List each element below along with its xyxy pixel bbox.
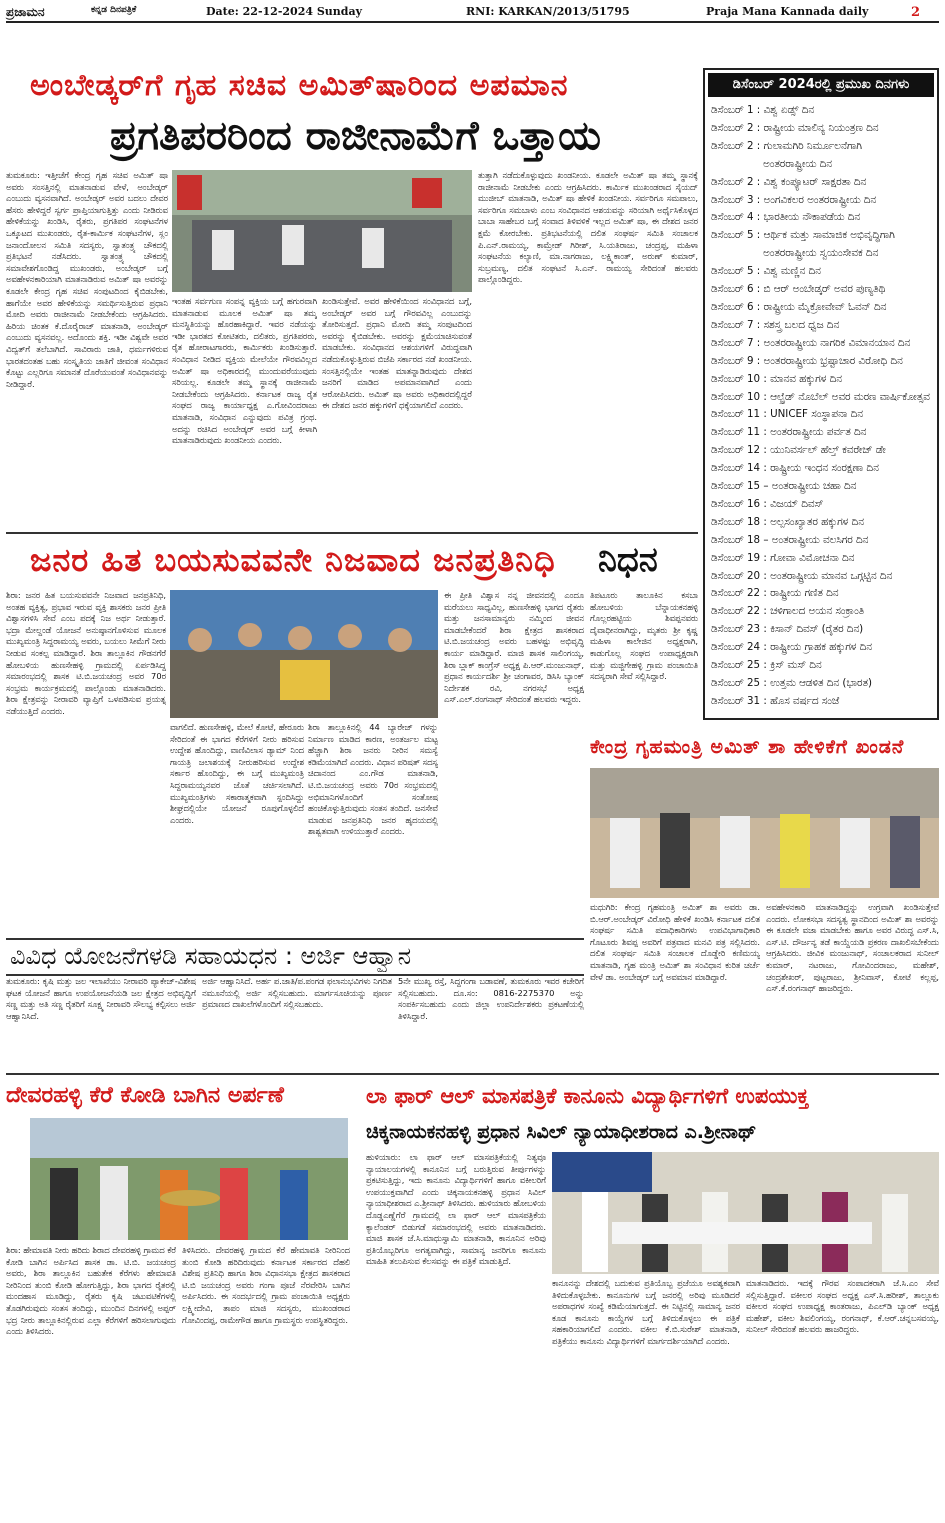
story3-memorandum-photo <box>590 768 939 898</box>
december-day-item: ಡಿಸೆಂಬರ್ 18 : ಅಲ್ಪಸಂಖ್ಯಾತರ ಹಕ್ಕುಗಳ ದಿನ <box>711 515 864 528</box>
december-day-item: ಡಿಸೆಂಬರ್ 22 : ರಾಷ್ಟ್ರೀಯ ಗಣಿತ ದಿನ <box>711 587 839 600</box>
december-day-item: ಡಿಸೆಂಬರ್ 6 : ಬಿ ಆರ್ ಅಂಬೇಡ್ಕರ್ ಅವರ ಪುಣ್ಯತಿಥಿ <box>711 283 886 296</box>
story5-column-1: ಶಿರಾ: ಹೇಮಾವತಿ ನೀರು ಹರಿದು ಶಿರಾದ ದೇವರಹಳ್ಳಿ ಗ್ರಾಮದ ಕೆರೆ ಕೋಡಿ ಬಾಗಿನ ಅರ್ಪಿಸಿದ ಶಾಸಕ ಡಾ. ಟಿ.ಬಿ. ಜಯಚಂದ್ರ ಅವರು, ಶಿರಾ ತಾಲ್ಲೂಕಿನ ಬಹುತೇಕ ಕೆರೆಗಳು ಹೇಮಾವತಿ ನೀರಿನಿಂದ ತುಂಬಿ ಕೋಡಿ ಹೋಗುತ್ತಿದ್ದು, ಶಿರಾ ಭಾಗದ ರೈತರಲ್ಲಿ ಮಂದಹಾಸ ಮೂಡಿದ್ದು, ರೈತರು ಕೃಷಿ ಚಟುವಟಿಕೆಗಳಲ್ಲಿ ತೊಡಗಿರುವುದು ಸಂತಸ ತಂದಿದ್ದು, ಮುಂದಿನ ದಿನಗಳಲ್ಲಿ ಅಪ್ಪರ್ ಭದ್ರ ನೀರು ತಾಲ್ಲೂಕಿನಲ್ಲಿರುವ ಎಲ್ಲಾ ಕೆರೆಗಳಿಗೆ ಹರಿಸಲಾಗುವುದು ಎಂದು ತಿಳಿಸಿದರು. <box>6 1245 176 1337</box>
december-day-item: ಡಿಸೆಂಬರ್ 15 – ಅಂತರಾಷ್ಟ್ರೀಯ ಚಹಾ ದಿನ <box>711 480 857 493</box>
story2-column-4: ಈ ಪ್ರೀತಿ ವಿಶ್ವಾಸ ನನ್ನ ಜೀವನದಲ್ಲಿ ಎಂದೂ ಮರೆಯಲು ಸಾಧ್ಯವಿಲ್ಲ, ಹುಣಸೇಹಳ್ಳಿ ಭಾಗದ ರೈತರು ಮತ್ತು ಜನಸಾಮಾನ್ಯರು ನಮ್ಮಿಂದ ಜೀವನ ಮಾಡಬೇಕೆಂದರೆ ಶಿರಾ ಕ್ಷೇತ್ರದ ಶಾಸಕರಾದ ಟಿ.ಬಿ.ಜಯಚಂದ್ರ ಅವರು ಬಹಳಷ್ಟು ಅಭಿವೃದ್ಧಿ ಕಾರ್ಯ ಮಾಡಿದ್ದಾರೆ. ಮಾಜಿ ಶಾಸಕ ಸಾಲಿಂಗಯ್ಯ, ಶಿರಾ ಬ್ಲಾಕ್ ಕಾಂಗ್ರೆಸ್ ಅಧ್ಯಕ್ಷ ಪಿ.ಆರ್.ಮಂಜುನಾಥ್, ಪ್ರಧಾನ ಕಾರ್ಯದರ್ಶಿ ಶ್ರೀ ಚಂಗಾವರ, ಡಿಸಿಸಿ ಬ್ಯಾಂಕ್ ನಿರ್ದೇಶಕ ರವಿ, ನಗರಸಭೆ ಅಧ್ಯಕ್ಷ ಎಸ್.ಎಲ್.ರಂಗನಾಥ್ ಸೇರಿದಂತೆ ಹಲವರು ಇದ್ದರು. <box>444 590 584 705</box>
obituary-headline: ನಿಧನ <box>598 540 658 580</box>
december-day-item: ಡಿಸೆಂಬರ್ 4 : ಭಾರತೀಯ ನೌಕಾಪಡೆಯ ದಿನ <box>711 211 861 224</box>
december-day-item: ಅಂತರರಾಷ್ಟ್ರೀಯ ದಿನ <box>763 157 833 170</box>
december-day-item: ಡಿಸೆಂಬರ್ 6 : ರಾಷ್ಟ್ರೀಯ ಮೈಕ್ರೋವೇವ್ ಓವನ್ ದಿನ <box>711 300 887 313</box>
story1-column-3: ಖಂಡಿಸುತ್ತೇವೆ. ಅವರ ಹೇಳಿಕೆಯಿಂದ ಸಂವಿಧಾನದ ಬಗ್ಗೆ, ಅಂಬೇಡ್ಕರ್ ಅವರ ಬಗ್ಗೆ ಗೌರವವಿಲ್ಲ ಎಂಬುದನ್ನು ತೋರಿಸುತ್ತದೆ. ಪ್ರಧಾನಿ ಮೋದಿ ತಮ್ಮ ಸಂಪುಟದಿಂದ ಅವರನ್ನು ಕೈಬಿಡಬೇಕು. ಅವರನ್ನು ಕ್ಷಮೆಯಾಚಿಸುವಂತೆ ಮಾಡಬೇಕು. ಸಂವಿಧಾನದ ಆಶಯಗಳಿಗೆ ವಿರುದ್ಧವಾಗಿ ನಡೆದುಕೊಳ್ಳುತ್ತಿರುವ ಬಿಜೆಪಿ ಸರ್ಕಾರದ ನಡೆ ಖಂಡನೀಯ. ಸಂಸತ್ತಿನಲ್ಲಿಯೇ ಇಂತಹ ಮಾತನ್ನಾಡಿರುವುದು ದೇಶದ ಜನರಿಗೆ ಮಾಡಿದ ಅಪಮಾನವಾಗಿದೆ ಎಂದು ಆರೋಪಿಸಿದರು. ಅಮಿತ್ ಷಾ ಅವರು ಅಧಿಕಾರದಲ್ಲಿದ್ದರೆ ಈ ದೇಶದ ಜನರ ಹಕ್ಕುಗಳಿಗೆ ಧಕ್ಕೆಯಾಗಲಿದೆ ಎಂದರು. <box>322 296 472 411</box>
december-day-item: ಡಿಸೆಂಬರ್ 10 : ಮಾನವ ಹಕ್ಕುಗಳ ದಿನ <box>711 372 842 385</box>
story2-column-1: ಶಿರಾ: ಜನರ ಹಿತ ಬಯಸುವವನೇ ನಿಜವಾದ ಜನಪ್ರತಿನಿಧಿ, ಅಂತಹ ವ್ಯಕ್ತಿತ್ವ, ಪ್ರಭಾವ ಇರುವ ವ್ಯಕ್ತಿ ಶಾಸಕರು ಜನರ ಪ್ರೀತಿ ವಿಶ್ವಾಸಗಳಿಸಿ ಸೇವೆ ಎಂಬ ಪದಕ್ಕೆ ನಿಜ ಅರ್ಥ ನೀಡುತ್ತಾರೆ. ಭದ್ರಾ ಮೇಲ್ದಂಡೆ ಯೋಜನೆ ಅನುಷ್ಠಾನಗೊಳಿಸುವ ಮೂಲಕ ಮುಖ್ಯಮಂತ್ರಿ ಸಿದ್ದರಾಮಯ್ಯ ಅವರು, ಬಯಲು ಸೀಮೆಗೆ ನೀರು ನೀಡುವ ಸಂಕಲ್ಪ ಮಾಡಿದ್ದಾರೆ. ಶಿರಾ ತಾಲ್ಲೂಕಿನ ಗೌಡನಗೆರೆ ಹೋಬಳಿಯ ಹುಣಸೇಹಳ್ಳಿ ಗ್ರಾಮದಲ್ಲಿ ಏರ್ಪಡಿಸಿದ್ದ ಸಮಾರಂಭದಲ್ಲಿ ಶಾಸಕ ಟಿ.ಬಿ.ಜಯಚಂದ್ರ ಅವರ 70ರ ಸಂಭ್ರಮ ಕಾರ್ಯಕ್ರಮದಲ್ಲಿ ಪಾಲ್ಗೊಂಡು ಮಾತನಾಡಿದರು. ಶಿರಾ ಕ್ಷೇತ್ರವನ್ನು ನೀರಾವರಿ ವ್ಯಾಪ್ತಿಗೆ ಒಳಪಡಿಸುವ ಪ್ರಯತ್ನ ನಡೆಯುತ್ತಿದೆ ಎಂದರು. <box>6 590 166 716</box>
december-day-item: ಡಿಸೆಂಬರ್ 10 : ಆಲ್ಫ್ರೆಡ್ ನೊಬೆಲ್ ಅವರ ಮರಣ ವಾರ್ಷಿಕೋತ್ಸವ <box>711 390 930 403</box>
story3-column-2: ಅವಹೇಳನಕಾರಿ ಮಾತನಾಡಿದ್ದನ್ನು ಉಗ್ರವಾಗಿ ಖಂಡಿಸುತ್ತೇವೆ ಎಂದರು. ಲೋಕಸಭಾ ಸದಸ್ಯತ್ವ ಸ್ಥಾನದಿಂದ ಅಮಿತ್ ಶಾ ಅವರನ್ನು ಈ ಕೂಡಲೇ ವಜಾ ಮಾಡಬೇಕು ಹಾಗೂ ಅವರ ವಿರುದ್ಧ ಎಸ್.ಸಿ, ಎಸ್.ಟಿ. ದೌರ್ಜನ್ಯ ತಡೆ ಕಾಯ್ದೆಯಡಿ ಪ್ರಕರಣ ದಾಖಲಿಸಬೇಕೆಂದು ಆಗ್ರಹಿಸಿದರು. ಜೀವಿಕ ಮಂಜುನಾಥ್, ಸಂಚಾಲಕರಾದ ಸುನೀಲ್ ಕುಮಾರ್, ನಟರಾಜು, ಗೋವಿಂದರಾಜು, ಮಹೇಶ್, ಚಂದ್ರಶೇಖರ್, ಪುಟ್ಟರಾಜು, ಶ್ರೀನಿವಾಸ್, ಕೋಟೆ ಕಲ್ಲಪ್ಪ, ಎಸ್.ಕೆ.ರಂಗನಾಥ್ ಹಾಜರಿದ್ದರು. <box>766 902 939 994</box>
december-day-item: ಡಿಸೆಂಬರ್ 11 : ಅಂತರರಾಷ್ಟ್ರೀಯ ಪರ್ವತ ದಿನ <box>711 426 867 439</box>
story4-column-2: ಅರ್ಜಿ ಆಹ್ವಾನಿಸಿದೆ. ಅರ್ಹ ಪ.ಜಾತಿ/ಪ.ಪಂಗಡ ಫಲಾನುಭವಿಗಳು ನಿಗದಿತ ನಮೂನೆಯಲ್ಲಿ ಅರ್ಜಿ ಸಲ್ಲಿಸಬಹುದು. ಮಾರ್ಗಸೂಚಿಯನ್ನು ಪೂರ್ಣ ಪ್ರಮಾಣದ ದಾಖಲೆಗಳೊಂದಿಗೆ ಸಲ್ಲಿಸಬಹುದು. <box>202 976 392 1010</box>
december-day-item: ಡಿಸೆಂಬರ್ 2 : ವಿಶ್ವ ಕಂಪ್ಯೂಟರ್ ಸಾಕ್ಷರತಾ ದಿನ <box>711 175 867 188</box>
story1-column-2: ಇಂತಹ ಸರ್ವಗುಣ ಸಂಪನ್ನ ವ್ಯಕ್ತಿಯ ಬಗ್ಗೆ ಹಗುರವಾಗಿ ಮಾತನಾಡುವ ಮೂಲಕ ಅಮಿತ್ ಷಾ ತಮ್ಮ ಮನಸ್ಥಿತಿಯನ್ನು ಹೊರಹಾಕಿದ್ದಾರೆ. ಇವರ ನಡೆಯನ್ನು ಇಡೀ ಭಾರತದ ಕೋಟಿತರು, ದಲಿತರು, ಪ್ರಗತಿಪರರು, ರೈತ ಹೋರಾಟಗಾರರು, ಕಾರ್ಮಿಕರು ಖಂಡಿಸುತ್ತಾರೆ. ಸಂವಿಧಾನ ನೀಡಿದ ವ್ಯಕ್ತಿಯ ಮೇಲೆಯೇ ಗೌರವವಿಲ್ಲದ ಅಮಿತ್ ಷಾ ಅಧಿಕಾರದಲ್ಲಿ ಮುಂದುವರೆಯುವುದು ಸರಿಯಲ್ಲ. ಕೂಡಲೇ ತಮ್ಮ ಸ್ಥಾನಕ್ಕೆ ರಾಜೀನಾಮೆ ನೀಡಬೇಕೆಂದು ಆಗ್ರಹಿಸಿದರು. ಕರ್ನಾಟಕ ರಾಜ್ಯ ರೈತ ಸಂಘದ ರಾಜ್ಯ ಕಾರ್ಯಾಧ್ಯಕ್ಷ ಎ.ಗೋವಿಂದರಾಜು ಮಾತನಾಡಿ, ಸಂವಿಧಾನ ಎನ್ನುವುದು ಪವಿತ್ರ ಗ್ರಂಥ. ಅದನ್ನು ರಚಿಸಿದ ಅಂಬೇಡ್ಕರ್ ಅವರ ಬಗ್ಗೆ ಕೀಳಾಗಿ ಮಾತನಾಡಿರುವುದು ಖಂಡನೀಯ ಎಂದರು. <box>172 296 317 446</box>
story1-headline-black: ಪ್ರಗತಿಪರರಿಂದ ರಾಜೀನಾಮೆಗೆ ಒತ್ತಾಯ <box>110 113 601 159</box>
december-day-item: ಡಿಸೆಂಬರ್ 16 : ವಿಜಯ್ ದಿವಸ್ <box>711 497 824 510</box>
december-day-item: ಡಿಸೆಂಬರ್ 3 : ಅಂಗವಿಕಲರ ಅಂತರರಾಷ್ಟ್ರೀಯ ದಿನ <box>711 193 877 206</box>
story6-subheadline: ಚಿಕ್ಕನಾಯಕನಹಳ್ಳಿ ಪ್ರಧಾನ ಸಿವಿಲ್ ನ್ಯಾಯಾಧೀಶರಾದ ಎ.ಶ್ರೀನಾಥ್ <box>366 1121 757 1143</box>
december-day-item: ಡಿಸೆಂಬರ್ 18 – ಅಂತರಾಷ್ಟ್ರೀಯ ವಲಸಿಗರ ದಿನ <box>711 533 869 546</box>
masthead-paper-name: Praja Mana Kannada daily <box>706 5 869 18</box>
december-day-item: ಡಿಸೆಂಬರ್ 5 : ವಿಶ್ವ ಮಣ್ಣಿನ ದಿನ <box>711 265 821 278</box>
december-day-item: ಡಿಸೆಂಬರ್ 9 : ಅಂತರರಾಷ್ಟ್ರೀಯ ಭ್ರಷ್ಟಾಚಾರ ವಿರೋಧಿ ದಿನ <box>711 354 903 367</box>
story1-headline-red: ಅಂಬೇಡ್ಕರ್‌ಗೆ ಗೃಹ ಸಚಿವ ಅಮಿತ್‌ಷಾರಿಂದ ಅಪಮಾನ <box>30 68 569 103</box>
story1-column-1: ತುಮಕೂರು: ಇತ್ತೀಚೆಗೆ ಕೇಂದ್ರ ಗೃಹ ಸಚಿವ ಅಮಿತ್ ಷಾ ಅವರು ಸಂಸತ್ತಿನಲ್ಲಿ ಮಾತನಾಡುವ ವೇಳೆ, ಅಂಬೇಡ್ಕರ್ ಎಂಬುದು ವ್ಯಸನವಾಗಿದೆ. ಅಂಬೇಡ್ಕರ್ ಅವರ ಬದಲು ದೇವರ ಹೆಸರು ಹೇಳಿದ್ದರೆ ಸ್ವರ್ಗ ಪ್ರಾಪ್ತಿಯಾಗುತ್ತಿತ್ತು ಎಂದು ನೀಡಿರುವ ಹೇಳಿಕೆಯನ್ನು ಖಂಡಿಸಿ, ರೈತರು, ಪ್ರಗತಿಪರ ಸಂಘಟನೆಗಳ ಒಕ್ಕೂಟದ ಮುಖಂಡರು, ರೈತ-ಕಾರ್ಮಿಕ ಸಂಘಟನೆಗಳ, ಸ್ಲಂ ಜನಾಂದೋಲನ ಸಮಿತಿ ಸದಸ್ಯರು, ಸ್ವಾತಂತ್ರ್ಯ ಚೌಕದಲ್ಲಿ ಪ್ರತಿಭಟನೆ ನಡೆಸಿದರು. ಸ್ವಾತಂತ್ರ್ಯ ಚೌಕದಲ್ಲಿ ಸಮಾವೇಶಗೊಂಡಿದ್ದ ಮುಖಂಡರು, ಅಂಬೇಡ್ಕರ್ ಬಗ್ಗೆ ಅವಹೇಳನಕಾರಿಯಾಗಿ ಮಾತನಾಡಿರುವ ಅಮಿತ್ ಷಾ ಅವರನ್ನು ಕೂಡಲೇ ಕೇಂದ್ರ ಗೃಹ ಸಚಿವ ಸಂಪುಟದಿಂದ ಕೈಬಿಡಬೇಕು, ಹಾಗೆಯೇ ಅವರ ಹೇಳಿಕೆಯನ್ನು ಸಮರ್ಥಿಸುತ್ತಿರುವ ಪ್ರಧಾನಿ ಮೋದಿ ಅವರು ರಾಜೀನಾಮೆ ನೀಡಬೇಕೆಂದು ಆಗ್ರಹಿಸಿದರು. ಹಿರಿಯ ಚಿಂತಕ ಕೆ.ದೊರೈರಾಜ್ ಮಾತನಾಡಿ, ಅಂಬೇಡ್ಕರ್ ಎಂಬುದು ವ್ಯಸನವಲ್ಲ. ಅದೊಂದು ಶಕ್ತಿ. ಇಡೀ ವಿಶ್ವವೇ ಅವರ ವಿದ್ವತ್‌ಗೆ ತಲೆಬಾಗಿದೆ. ಸಾವಿರಾರು ಜಾತಿ, ಧರ್ಮಗಳಿರುವ ಭಾರತದಂತಹ ಬಹು ಸಂಸ್ಕೃತಿಯ ಜಾತಿಗೆ ಜೀವಂತ ಸಂವಿಧಾನ ಕೊಟ್ಟು ಎಲ್ಲರಿಗೂ ಸಮಾನತೆ ದೊರೆಯುವಂತೆ ಸಂವಿಧಾನವನ್ನು ನೀಡಿದ್ದಾರೆ. <box>6 170 168 389</box>
story6-calendar-release-photo <box>552 1152 939 1274</box>
story2-column-3: ಶಿರಾ ತಾಲ್ಲೂಕಿನಲ್ಲಿ 44 ಬ್ಯಾರೇಜ್ ಗಳನ್ನು ನಿರ್ಮಾಣ ಮಾಡಿದ ಕಾರಣ, ಅಂತರ್ಜಲ ಮಟ್ಟ ಹೆಚ್ಚಾಗಿ ಶಿರಾ ಜನರು ನೀರಿನ ಸಮಸ್ಯೆ ಕಡಿಮೆಯಾಗಿದೆ ಎಂದರು. ವಿಧಾನ ಪರಿಷತ್ ಸದಸ್ಯ ಚಿದಾನಂದ ಎಂ.ಗೌಡ ಮಾತನಾಡಿ, ಟಿ.ಬಿ.ಜಯಚಂದ್ರ ಅವರು 70ರ ಸಂಭ್ರಮದಲ್ಲಿ ಅಭಿಮಾನಿಗಳೊಂದಿಗೆ ಸಂತೋಷ ಹಂಚಿಕೊಳ್ಳುತ್ತಿರುವುದು ಸಂತಸ ತಂದಿದೆ. ಜನಸೇವೆ ಮಾಡುವ ಜನಪ್ರತಿನಿಧಿ ಜನರ ಹೃದಯದಲ್ಲಿ ಶಾಶ್ವತವಾಗಿ ಉಳಿಯುತ್ತಾರೆ ಎಂದರು. <box>308 722 438 837</box>
obituary-text: ತಿಪಟೂರು ತಾಲೂಕಿನ ಕಸಬಾ ಹೋಬಳಿಯ ಬೆನ್ನಾಯಕನಹಳ್ಳಿ ಗೊಲ್ಲರಹಟ್ಟಿಯ ಶಿವಪ್ಪನವರು ದೈವಾಧೀನರಾಗಿದ್ದು, ಮೃತರು ಶ್ರೀ ಕೃಷ್ಣ ಮಹಿಳಾ ಕಾಲೇಜಿನ ಅಧ್ಯಕ್ಷರಾಗಿ, ಕಾಡುಗೊಲ್ಲ ಸಂಘದ ಉಪಾಧ್ಯಕ್ಷರಾಗಿ ಮತ್ತು ಮಜ್ಜಿಗೇಹಳ್ಳಿ ಗ್ರಾಮ ಪಂಚಾಯಿತಿ ಸದಸ್ಯರಾಗಿ ಸೇವೆ ಸಲ್ಲಿಸಿದ್ದಾರೆ. <box>590 590 698 682</box>
masthead-tagline: ಕನ್ನಡ ದಿನಪತ್ರಿಕೆ <box>91 5 137 15</box>
masthead-rni: RNI: KARKAN/2013/51795 <box>466 5 630 18</box>
december-day-item: ಡಿಸೆಂಬರ್ 31 : ಹೊಸ ವರ್ಷದ ಸಂಜೆ <box>711 694 840 707</box>
december-day-item: ಡಿಸೆಂಬರ್ 7 : ಅಂತರರಾಷ್ಟ್ರೀಯ ನಾಗರಿಕ ವಿಮಾನಯಾನ ದಿನ <box>711 336 911 349</box>
december-day-item: ಡಿಸೆಂಬರ್ 2 : ಗುಲಾಮಗಿರಿ ನಿರ್ಮೂಲನೆಗಾಗಿ <box>711 139 862 152</box>
december-day-item: ಡಿಸೆಂಬರ್ 24 : ರಾಷ್ಟ್ರೀಯ ಗ್ರಾಹಕ ಹಕ್ಕುಗಳ ದಿನ <box>711 641 873 654</box>
december-days-title: ಡಿಸೆಂಬರ್ 2024ರಲ್ಲಿ ಪ್ರಮುಖ ದಿನಗಳು <box>708 73 934 97</box>
story1-protest-photo <box>172 170 472 292</box>
december-day-item: ಡಿಸೆಂಬರ್ 1 : ವಿಶ್ವ ಏಡ್ಸ್ ದಿನ <box>711 104 815 116</box>
december-day-item: ಅಂತರರಾಷ್ಟ್ರೀಯ ಸ್ವಯಂಸೇವಕ ದಿನ <box>763 247 879 260</box>
story2-felicitation-photo <box>170 590 438 718</box>
story1-column-4: ತುತ್ತಾಗಿ ನಡೆದುಕೊಳ್ಳುವುದು ಖಂಡನೀಯ. ಕೂಡಲೇ ಅಮಿತ್ ಷಾ ತಮ್ಮ ಸ್ಥಾನಕ್ಕೆ ರಾಜೀನಾಮೆ ನೀಡಬೇಕು ಎಂದು ಆಗ್ರಹಿಸಿದರು. ಕಾರ್ಮಿಕ ಮುಖಂಡರಾದ ಸೈಯದ್ ಮುಜೀಬ್ ಮಾತನಾಡಿ, ಅಮಿತ್ ಷಾ ಹೇಳಿಕೆ ಖಂಡನೀಯ. ಸರ್ವರಿಗೂ ಸಮಪಾಲು, ಸರ್ವರಿಗೂ ಸಮಬಾಳು ಎಂಬ ಸಂವಿಧಾನದ ಆಶಯವನ್ನು ಸರಿಯಾಗಿ ಅರ್ಥೈಸಿಕೊಳ್ಳದ ಬಾಬಾ ಸಾಹೇಬರ ಬಗ್ಗೆ ಸಂವಾದ ತಿಳಿವಳಿಕೆ ಇಲ್ಲದ ಅಮಿತ್ ಷಾ, ಈ ದೇಶದ ಜನರ ಕ್ಷಮೆ ಕೋರಬೇಕು. ಪ್ರತಿಭಟನೆಯಲ್ಲಿ ದಲಿತ ಸಂಘರ್ಷ ಸಮಿತಿ ಸಂಚಾಲಕ ಪಿ.ಎನ್.ರಾಮಯ್ಯ, ಕಾಮ್ರೇಡ್ ಗಿರೀಶ್, ಸಿ.ಯತಿರಾಜು, ಚಂದ್ರಪ್ಪ, ಮಹಿಳಾ ಸಂಘಟನೆಯ ಕಲ್ಯಾಣಿ, ಮಾ.ನಾಗರಾಜು, ಲಕ್ಷ್ಮಿಕಾಂತ್, ಅರುಣ್ ಕುಮಾರ್, ಸುಬ್ರಮಣ್ಯ, ದಲಿತ ಸಂಘಟನೆ ಸಿ.ಎನ್. ರಾಮಯ್ಯ ಸೇರಿದಂತೆ ಹಲವರು ಪಾಲ್ಗೊಂಡಿದ್ದರು. <box>478 170 698 285</box>
december-day-item: ಡಿಸೆಂಬರ್ 20 : ಅಂತರಾಷ್ಟ್ರೀಯ ಮಾನವ ಒಗ್ಗಟ್ಟಿನ ದಿನ <box>711 569 893 582</box>
story4-column-3: 5ನೇ ಮುಖ್ಯ ರಸ್ತೆ, ಸಿದ್ದಗಂಗಾ ಬಡಾವಣೆ, ತುಮಕೂರು ಇವರ ಕಚೇರಿಗೆ ಸಲ್ಲಿಸಬಹುದು. ದೂ.ಸಂ: 0816-2275370 ಅನ್ನು ಸಂಪರ್ಕಿಸಬಹುದು ಎಂದು ಜಿಲ್ಲಾ ಉಪನಿರ್ದೇಶಕರು ಪ್ರಕಟಣೆಯಲ್ಲಿ ತಿಳಿಸಿದ್ದಾರೆ. <box>398 976 584 1021</box>
december-days-list <box>705 100 937 713</box>
december-day-item: ಡಿಸೆಂಬರ್ 19 : ಗೋವಾ ವಿಮೋಚನಾ ದಿನ <box>711 551 855 564</box>
story6-column-3: ಮಾತನಾಡಿದರು. ಇದಕ್ಕೆ ಗೌರವ ಸಂಪಾದಕರಾಗಿ ಜೆ.ಸಿ.ಎಂ ಸೇವೆ ಸಲ್ಲಿಸುತ್ತಿದ್ದಾರೆ. ವಕೀಲರ ಸಂಘದ ಅಧ್ಯಕ್ಷ ಎಸ್.ಸಿ.ಹರೀಶ್, ತಾಲ್ಲೂಕು ವಕೀಲರ ಸಂಘದ ಉಪಾಧ್ಯಕ್ಷ ಕಾಂತರಾಜು, ಪಿಎಲ್‌ಡಿ ಬ್ಯಾಂಕ್ ಅಧ್ಯಕ್ಷ ಮಹೇಶ್, ವಕೀಲ ಶಿವಲಿಂಗಯ್ಯ, ರಂಗನಾಥ್, ಕೆ.ಆರ್.ಚನ್ನಬಸವಯ್ಯ, ಸುನೀಲ್ ಸೇರಿದಂತೆ ಹಲವರು ಹಾಜರಿದ್ದರು. <box>746 1278 939 1335</box>
story3-column-1: ಮಧುಗಿರಿ: ಕೇಂದ್ರ ಗೃಹಮಂತ್ರಿ ಅಮಿತ್ ಶಾ ಅವರು ಡಾ. ಬಿ.ಆರ್.ಅಂಬೇಡ್ಕರ್ ವಿರೋಧಿ ಹೇಳಿಕೆ ಖಂಡಿಸಿ ಕರ್ನಾಟಕ ದಲಿತ ಸಂಘರ್ಷ ಸಮಿತಿ ಪದಾಧಿಕಾರಿಗಳು ಉಪವಿಭಾಗಾಧಿಕಾರಿ ಗೊಟೂರು ಶಿವಪ್ಪ ಅವರಿಗೆ ಪತ್ರವಾದ ಮನವಿ ಪತ್ರ ಸಲ್ಲಿಸಿದರು. ದಲಿತ ಸಂಘರ್ಷ ಸಮಿತಿ ಸಂಚಾಲಕ ದೊಡ್ಡೇರಿ ಕಣಿಮಯ್ಯ ಮಾತನಾಡಿ, ಗೃಹ ಮಂತ್ರಿ ಅಮಿತ್ ಶಾ ಸಂವಿಧಾನ ಕುರಿತ ಚರ್ಚೆ ವೇಳೆ ಡಾ. ಅಂಬೇಡ್ಕರ್ ಬಗ್ಗೆ ಅವಮಾನ ಮಾಡಿದ್ದಾರೆ. <box>590 902 760 982</box>
story2-headline: ಜನರ ಹಿತ ಬಯಸುವವನೇ ನಿಜವಾದ ಜನಪ್ರತಿನಿಧಿ <box>30 541 556 579</box>
december-day-item: ಡಿಸೆಂಬರ್ 7 : ಸಶಸ್ತ್ರ ಬಲದ ಧ್ವಜ ದಿನ <box>711 318 840 331</box>
story3-headline: ಕೇಂದ್ರ ಗೃಹಮಂತ್ರಿ ಅಮಿತ್ ಶಾ ಹೇಳಿಕೆಗೆ ಖಂಡನೆ <box>590 736 905 758</box>
december-day-item: ಡಿಸೆಂಬರ್ 25 : ಉತ್ತಮ ಆಡಳಿತ ದಿನ (ಭಾರತ) <box>711 677 872 689</box>
section-divider <box>6 532 698 534</box>
story6-headline: ಲಾ ಫಾರ್ ಆಲ್ ಮಾಸಪತ್ರಿಕೆ ಕಾನೂನು ವಿದ್ಯಾರ್ಥಿಗಳಿಗೆ ಉಪಯುಕ್ತ <box>366 1084 809 1108</box>
story5-column-2: ತಿಳಿಸಿದರು. ದೇವರಹಳ್ಳಿ ಗ್ರಾಮದ ಕೆರೆ ಹೇಮಾವತಿ ನೀರಿನಿಂದ ತುಂಬಿ ಕೋಡಿ ಹರಿದಿರುವುದು ಕರ್ನಾಟಕ ಸರ್ಕಾರದ ದೆಹಲಿ ವಿಶೇಷ ಪ್ರತಿನಿಧಿ ಹಾಗೂ ಶಿರಾ ವಿಧಾನಸಭಾ ಕ್ಷೇತ್ರದ ಶಾಸಕರಾದ ಟಿ.ಬಿ ಜಯಚಂದ್ರ ಅವರು ಗಂಗಾ ಪೂಜೆ ನೆರವೇರಿಸಿ ಬಾಗಿನ ಅರ್ಪಿಸಿದರು. ಈ ಸಂದರ್ಭದಲ್ಲಿ ಗ್ರಾಮ ಪಂಚಾಯಿತಿ ಅಧ್ಯಕ್ಷರು ಲಕ್ಷ್ಮೀದೇವಿ, ತಾಪಂ ಮಾಜಿ ಸದಸ್ಯರು, ಮುಖಂಡರಾದ ಗೋವಿಂದಪ್ಪ, ರಾಮೇಗೌಡ ಹಾಗೂ ಗ್ರಾಮಸ್ಥರು ಉಪಸ್ಥಿತರಿದ್ದರು. <box>182 1245 350 1325</box>
story6-column-1: ಹುಳಿಯಾರು: ಲಾ ಫಾರ್ ಆಲ್ ಮಾಸಪತ್ರಿಕೆಯಲ್ಲಿ ನಿತ್ಯವೂ ನ್ಯಾಯಾಲಯಗಳಲ್ಲಿ ಕಾನೂನಿನ ಬಗ್ಗೆ ಬರುತ್ತಿರುವ ತೀರ್ಪುಗಳನ್ನು ಪ್ರಕಟಿಸುತ್ತಿದ್ದು, ಇದು ಕಾನೂನು ವಿದ್ಯಾರ್ಥಿಗಳಿಗೆ ಹಾಗೂ ವಕೀಲರಿಗೆ ಉಪಯುಕ್ತವಾಗಿದೆ ಎಂದು ಚಿಕ್ಕನಾಯಕನಹಳ್ಳಿ ಪ್ರಧಾನ ಸಿವಿಲ್ ನ್ಯಾಯಾಧೀಶರಾದ ಎ.ಶ್ರೀನಾಥ್ ತಿಳಿಸಿದರು. ಹುಳಿಯಾರು ಹೋಬಳಿಯ ದೊಡ್ಡಎಣ್ಣೆಗೆರೆ ಗ್ರಾಮದಲ್ಲಿ ಲಾ ಫಾರ್ ಆಲ್ ಮಾಸಪತ್ರಿಕೆಯ ಕ್ಯಾಲೆಂಡರ್ ಬಿಡುಗಡೆ ಸಮಾರಂಭದಲ್ಲಿ ಅವರು ಮಾತನಾಡಿದರು. ಮಾಜಿ ಶಾಸಕ ಜೆ.ಸಿ.ಮಾಧುಸ್ವಾಮಿ ಮಾತನಾಡಿ, ಕಾನೂನಿನ ಅರಿವು ಪ್ರತಿಯೊಬ್ಬರಿಗೂ ಅಗತ್ಯವಾಗಿದ್ದು, ಸಾಮಾನ್ಯ ಜನರಿಗೂ ಕಾನೂನು ಮಾಹಿತಿ ತಲುಪಿಸುವ ಕೆಲಸವನ್ನು ಈ ಪತ್ರಿಕೆ ಮಾಡುತ್ತಿದೆ. <box>366 1152 546 1267</box>
story4-headline: ವಿವಿಧ ಯೋಜನೆಗಳಡಿ ಸಹಾಯಧನ : ಅರ್ಜಿ ಆಹ್ವಾನ <box>10 942 412 970</box>
december-day-item: ಡಿಸೆಂಬರ್ 12 : ಯುನಿವರ್ಸಲ್ ಹೆಲ್ತ್ ಕವರೇಜ್ ಡೇ <box>711 444 886 457</box>
story5-headline: ದೇವರಹಳ್ಳಿ ಕೆರೆ ಕೋಡಿ ಬಾಗಿನ ಅರ್ಪಣೆ <box>6 1083 284 1108</box>
december-days-box <box>703 68 939 720</box>
december-day-item: ಡಿಸೆಂಬರ್ 25 : ಕ್ರಿಸ್ ಮಸ್ ದಿನ <box>711 659 822 672</box>
december-day-item: ಡಿಸೆಂಬರ್ 5 : ಆರ್ಥಿಕ ಮತ್ತು ಸಾಮಾಜಿಕ ಅಭಿವೃದ್ಧಿಗಾಗಿ <box>711 229 895 242</box>
december-day-item: ಡಿಸೆಂಬರ್ 11 : UNICEF ಸಂಸ್ಥಾಪನಾ ದಿನ <box>711 408 864 421</box>
masthead-date: Date: 22-12-2024 Sunday <box>206 5 362 18</box>
story4-column-1: ತುಮಕೂರು: ಕೃಷಿ ಮತ್ತು ಜಲ ಇಲಾಖೆಯು ನೀರಾವರಿ ಪ್ಯಾಕೇಜ್-ವಿಶೇಷ ಘಟಕ ಯೋಜನೆ ಹಾಗೂ ಉಪಯೋಜನೆಯಡಿ ಜಲ ಕ್ಷೇತ್ರದ ಅಭಿವೃದ್ಧಿಗೆ ಸಣ್ಣ ಮತ್ತು ಅತಿ ಸಣ್ಣ ರೈತರಿಗೆ ಸೂಕ್ಷ್ಮ ನೀರಾವರಿ ಸೌಲಭ್ಯ ಕಲ್ಪಿಸಲು ಅರ್ಜಿ ಆಹ್ವಾನಿಸಿದೆ. <box>6 976 196 1021</box>
december-day-item: ಡಿಸೆಂಬರ್ 22 : ಚಳಿಗಾಲದ ಅಯನ ಸಂಕ್ರಾಂತಿ <box>711 605 865 618</box>
story2-column-2: ವಾಗಲಿದೆ. ಹುಣಸೇಹಳ್ಳಿ, ಮೇಲೆ ಕೋಟೆ, ಹೇರೂರು ಸೇರಿದಂತೆ ಈ ಭಾಗದ ಕೆರೆಗಳಿಗೆ ನೀರು ಹರಿಸುವ ಉದ್ದೇಶ ಹೊಂದಿದ್ದು, ವಾಣಿವಿಲಾಸ ಡ್ಯಾಮ್ ನಿಂದ ಗಾಯತ್ರಿ ಜಲಾಶಯಕ್ಕೆ ನೀರುಹರಿಸುವ ಉದ್ದೇಶ ಸರ್ಕಾರ ಹೊಂದಿದ್ದು, ಈ ಬಗ್ಗೆ ಮುಖ್ಯಮಂತ್ರಿ ಸಿದ್ದರಾಮಯ್ಯನವರ ಜೊತೆ ಚರ್ಚಿಸಲಾಗಿದೆ. ಮುಖ್ಯಮಂತ್ರಿಗಳು ಸಕಾರಾತ್ಮಕವಾಗಿ ಸ್ಪಂದಿಸಿದ್ದು ಶೀಘ್ರದಲ್ಲಿಯೇ ಯೋಜನೆ ರೂಪುಗೊಳ್ಳಲಿದೆ ಎಂದರು. <box>170 722 304 825</box>
bottom-divider <box>6 1073 939 1075</box>
december-day-item: ಡಿಸೆಂಬರ್ 14 : ರಾಷ್ಟ್ರೀಯ ಇಂಧನ ಸಂರಕ್ಷಣಾ ದಿನ <box>711 462 879 475</box>
december-day-item: ಡಿಸೆಂಬರ್ 2 : ರಾಷ್ಟ್ರೀಯ ಮಾಲಿನ್ಯ ನಿಯಂತ್ರಣ ದಿನ <box>711 121 879 134</box>
story6-column-2: ಕಾನೂನನ್ನು ದೇಶದಲ್ಲಿ ಬದುಕುವ ಪ್ರತಿಯೊಬ್ಬ ಪ್ರಜೆಯೂ ಅವಶ್ಯಕವಾಗಿ ತಿಳಿದುಕೊಳ್ಳಬೇಕು. ಕಾನೂನುಗಳ ಬಗ್ಗೆ ಜನರಲ್ಲಿ ಅರಿವು ಮೂಡಿದರೆ ಅಪರಾಧಗಳ ಸಂಖ್ಯೆ ಕಡಿಮೆಯಾಗುತ್ತದೆ. ಈ ನಿಟ್ಟಿನಲ್ಲಿ ಸಾಮಾನ್ಯ ಜನರ ಕೂಡ ಕಾನೂನು ಕಾಯ್ದೆಗಳ ಬಗ್ಗೆ ತಿಳಿದುಕೊಳ್ಳಲು ಈ ಪತ್ರಿಕೆ ಸಹಕಾರಿಯಾಗಲಿದೆ ಎಂದರು. ವಕೀಲ ಕೆ.ಬಿ.ಸುರೇಶ್ ಮಾತನಾಡಿ, ಪತ್ರಿಕೆಯು ಕಾನೂನು ವಿದ್ಯಾರ್ಥಿಗಳಿಗೆ ಮಾರ್ಗದರ್ಶಿಯಾಗಿದೆ ಎಂದರು. <box>552 1278 740 1346</box>
december-day-item: ಡಿಸೆಂಬರ್ 23 : ಕಿಸಾನ್ ದಿವಸ್ (ರೈತರ ದಿನ) <box>711 623 864 636</box>
masthead-logo: ಪ್ರಜಾಮನ <box>6 5 45 19</box>
masthead <box>6 3 939 23</box>
story5-bagina-photo <box>30 1118 348 1240</box>
page-number: 2 <box>911 5 921 20</box>
